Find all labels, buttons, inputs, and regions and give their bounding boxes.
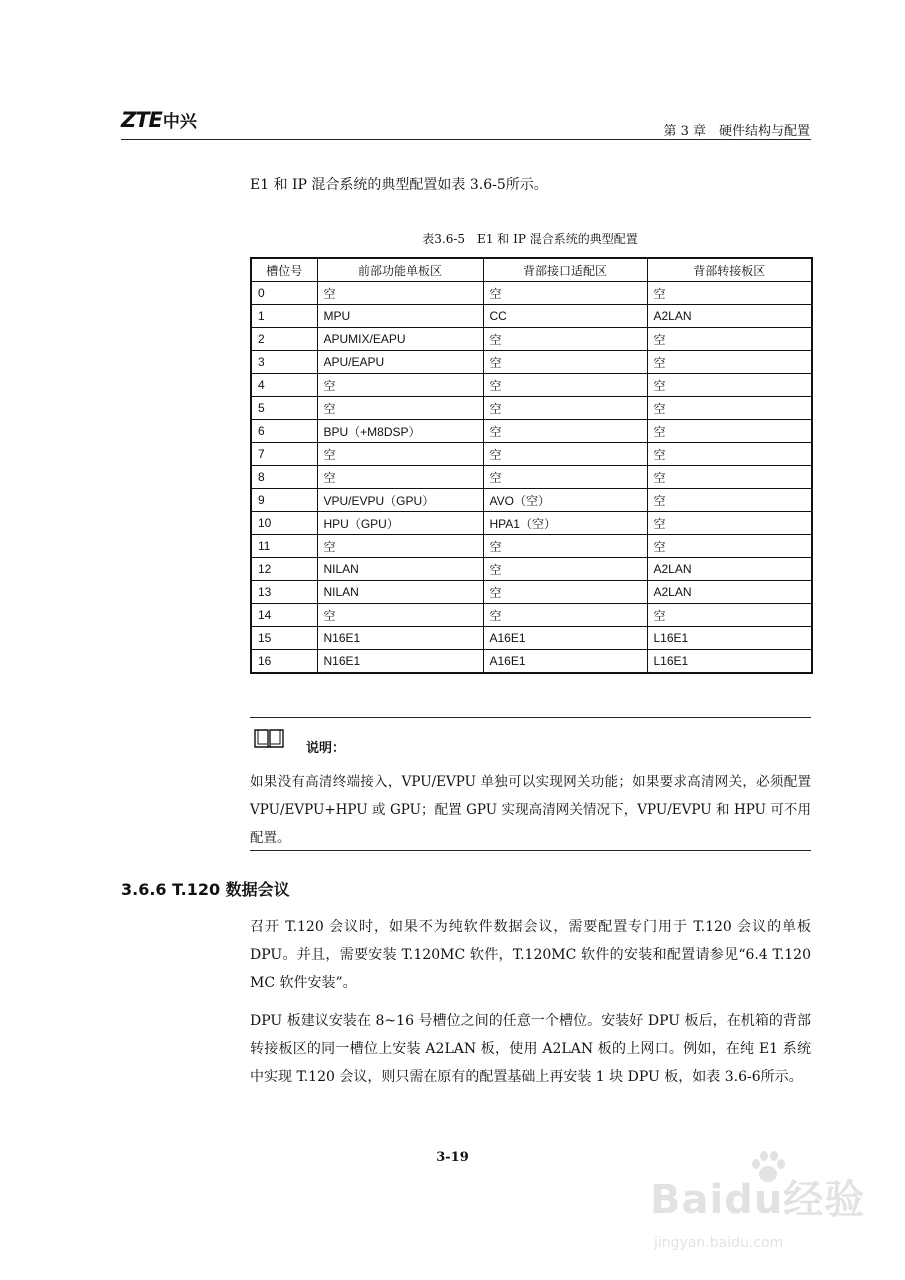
table-cell: 空 xyxy=(317,282,483,305)
table-cell: 6 xyxy=(251,420,317,443)
table-cell: NILAN xyxy=(317,581,483,604)
table-cell: 空 xyxy=(647,328,812,351)
table-row xyxy=(251,581,812,604)
table-cell: 11 xyxy=(251,535,317,558)
table-cell: N16E1 xyxy=(317,627,483,650)
table-cell: 空 xyxy=(483,328,647,351)
table-header-row xyxy=(251,258,812,282)
logo-cjk: 中兴 xyxy=(162,112,197,132)
header-divider xyxy=(121,139,811,140)
table-cell: 10 xyxy=(251,512,317,535)
table-cell: 空 xyxy=(647,535,812,558)
table-cell: A2LAN xyxy=(647,558,812,581)
table-cell: 5 xyxy=(251,397,317,420)
table-cell: 空 xyxy=(483,397,647,420)
table-cell: 空 xyxy=(483,420,647,443)
table-cell: APUMIX/EAPU xyxy=(317,328,483,351)
table-cell: BPU（+M8DSP） xyxy=(317,420,483,443)
table-cell: 空 xyxy=(647,374,812,397)
table-cell: 空 xyxy=(647,604,812,627)
baidu-watermark xyxy=(640,1150,866,1260)
table-cell: 0 xyxy=(251,282,317,305)
table-cell: 1 xyxy=(251,305,317,328)
table-cell: VPU/EVPU（GPU） xyxy=(317,489,483,512)
table-cell: 空 xyxy=(483,351,647,374)
table-cell: 2 xyxy=(251,328,317,351)
watermark-url: jingyan.baidu.com xyxy=(654,1235,784,1251)
table-cell: APU/EAPU xyxy=(317,351,483,374)
table-cell: 空 xyxy=(317,604,483,627)
table-cell: 空 xyxy=(647,489,812,512)
table-row xyxy=(251,535,812,558)
table-row xyxy=(251,282,812,305)
table-cell: 空 xyxy=(483,604,647,627)
table-body xyxy=(251,282,812,674)
table-cell: 空 xyxy=(647,351,812,374)
table-cell: 4 xyxy=(251,374,317,397)
table-cell: A16E1 xyxy=(483,627,647,650)
table-cell: 空 xyxy=(647,466,812,489)
watermark-brand: Baidu经验 xyxy=(650,1177,866,1223)
table-row xyxy=(251,650,812,674)
table-cell: 9 xyxy=(251,489,317,512)
table-cell: 7 xyxy=(251,443,317,466)
table-cell: 空 xyxy=(647,397,812,420)
table-row xyxy=(251,397,812,420)
table-cell: 空 xyxy=(483,535,647,558)
table-cell: 空 xyxy=(483,443,647,466)
table-row xyxy=(251,351,812,374)
table-cell: A16E1 xyxy=(483,650,647,674)
table-cell: L16E1 xyxy=(647,650,812,674)
table-cell: N16E1 xyxy=(317,650,483,674)
paragraph-dpu-requirement: 召开 T.120 会议时，如果不为纯软件数据会议，需要配置专门用于 T.120 会议的单板 DPU。并且，需要安装 T.120MC 软件，T.120MC 软件的安装和配置请参见“6.4 T.120 MC 软件安装”。 xyxy=(250,919,811,991)
config-table xyxy=(250,257,813,674)
table-row xyxy=(251,604,812,627)
zte-logo xyxy=(121,107,197,132)
logo-latin: ZTE xyxy=(121,108,162,132)
paragraph-dpu-installation: DPU 板建议安装在 8~16 号槽位之间的任意一个槽位。安装好 DPU 板后，在机箱的背部转接板区的同一槽位上安装 A2LAN 板，使用 A2LAN 板的上网口。例如，在纯 E1 系统中实现 T.120 会议，则只需在原有的配置基础上再安装 1 块 DPU 板，如表 3.6-6所示。 xyxy=(250,1013,811,1085)
header-rear-interface: 背部接口适配区 xyxy=(483,258,647,282)
table-cell: 空 xyxy=(317,374,483,397)
table-caption: 表3.6-5 E1 和 IP 混合系统的典型配置 xyxy=(422,232,638,246)
table-cell: 8 xyxy=(251,466,317,489)
section-title: 3.6.6 T.120 数据会议 xyxy=(121,880,290,899)
note-title: 说明： xyxy=(306,741,346,756)
table-cell: L16E1 xyxy=(647,627,812,650)
table-cell: AVO（空） xyxy=(483,489,647,512)
table-cell: A2LAN xyxy=(647,581,812,604)
table-row xyxy=(251,489,812,512)
table-row xyxy=(251,305,812,328)
intro-sentence: E1 和 IP 混合系统的典型配置如表 3.6-5所示。 xyxy=(250,177,548,193)
table-cell: HPU（GPU） xyxy=(317,512,483,535)
table-cell: NILAN xyxy=(317,558,483,581)
table-row xyxy=(251,420,812,443)
page-number: 3-19 xyxy=(436,1150,469,1165)
table-row xyxy=(251,512,812,535)
table-row xyxy=(251,627,812,650)
table-cell: 13 xyxy=(251,581,317,604)
table-cell: 空 xyxy=(647,282,812,305)
table-cell: 16 xyxy=(251,650,317,674)
table-cell: 空 xyxy=(647,443,812,466)
book-icon xyxy=(253,727,285,749)
table-cell: 空 xyxy=(317,466,483,489)
table-cell: CC xyxy=(483,305,647,328)
table-cell: 3 xyxy=(251,351,317,374)
table-row xyxy=(251,466,812,489)
table-cell: 空 xyxy=(647,512,812,535)
table-cell: 空 xyxy=(317,443,483,466)
table-cell: 空 xyxy=(647,420,812,443)
header-front-board: 前部功能单板区 xyxy=(317,258,483,282)
table-cell: 空 xyxy=(317,397,483,420)
table-cell: 空 xyxy=(317,535,483,558)
note-top-divider xyxy=(250,717,811,718)
header-rear-adapter: 背部转接板区 xyxy=(647,258,812,282)
table-cell: 12 xyxy=(251,558,317,581)
table-cell: 空 xyxy=(483,558,647,581)
table-row xyxy=(251,443,812,466)
table-row xyxy=(251,558,812,581)
table-cell: 空 xyxy=(483,581,647,604)
table-cell: 空 xyxy=(483,282,647,305)
table-cell: 14 xyxy=(251,604,317,627)
table-cell: 空 xyxy=(483,374,647,397)
note-body: 如果没有高清终端接入，VPU/EVPU 单独可以实现网关功能；如果要求高清网关，必须配置 VPU/EVPU+HPU 或 GPU；配置 GPU 实现高清网关情况下，VPU/EVPU 和 HPU 可不用配置。 xyxy=(250,774,811,846)
header-slot: 槽位号 xyxy=(251,258,317,282)
table-cell: HPA1（空） xyxy=(483,512,647,535)
table-cell: 15 xyxy=(251,627,317,650)
table-row xyxy=(251,374,812,397)
chapter-heading: 第 3 章 硬件结构与配置 xyxy=(663,124,810,139)
table-row xyxy=(251,328,812,351)
table-cell: 空 xyxy=(483,466,647,489)
table-cell: A2LAN xyxy=(647,305,812,328)
note-bottom-divider xyxy=(250,850,811,851)
table-cell: MPU xyxy=(317,305,483,328)
